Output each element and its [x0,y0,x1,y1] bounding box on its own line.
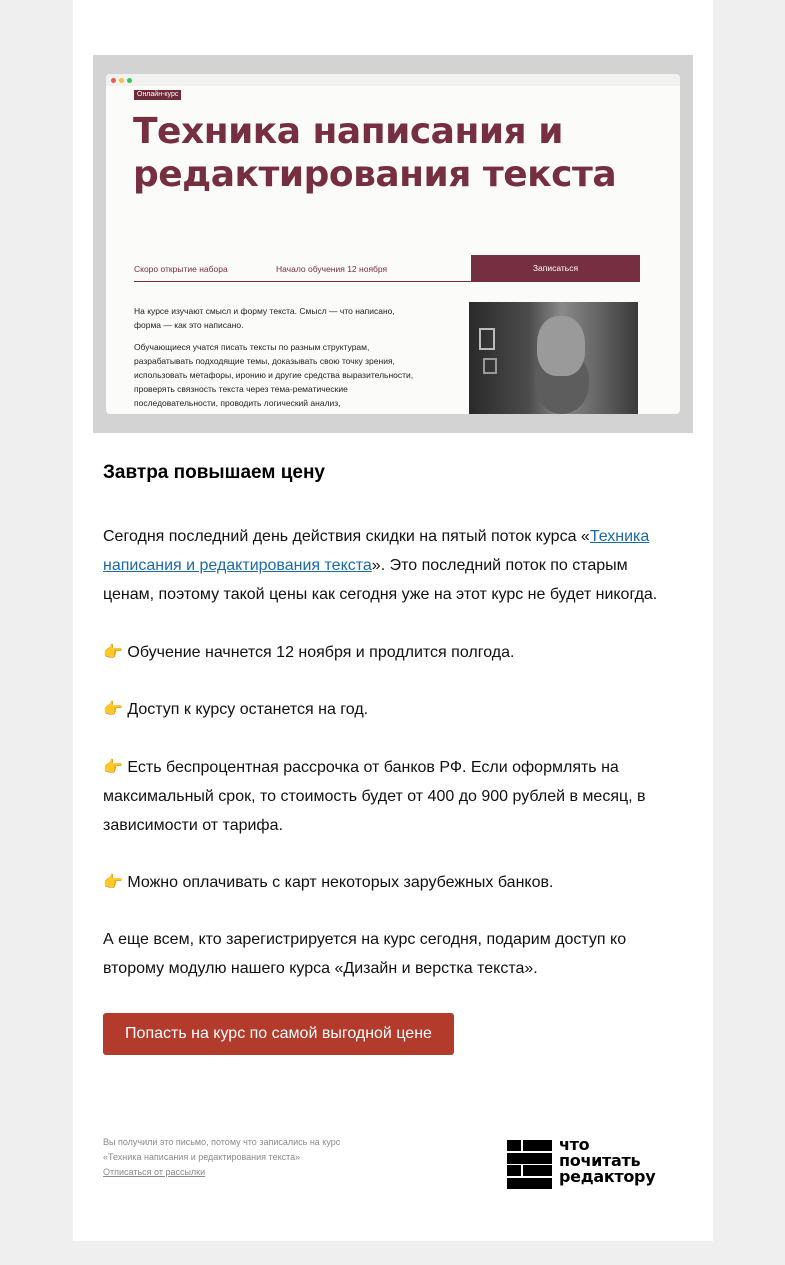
bullet-text: Доступ к курсу останется на год. [127,701,369,718]
divider [134,281,471,282]
logo-word: почитать [559,1151,641,1170]
close-dot-icon [111,78,116,83]
enrollment-status: Скоро открытие набора [134,264,228,274]
course-title: Техника написания и редактирования текста [133,111,617,195]
enroll-button: Записаться [471,255,640,282]
bullet-item [103,637,678,667]
maximize-dot-icon [127,78,132,83]
logo-word: что [559,1135,590,1154]
course-link[interactable]: Техника написания и редактирования текста [103,528,650,574]
start-date: Начало обучения 12 ноября [276,264,388,274]
pointing-hand-icon: 👉 [103,699,123,718]
email-headline: Завтра повышаем цену [103,462,325,483]
logo-wordmark [559,1137,655,1185]
browser-window-mockup [106,74,680,414]
email-card [73,0,713,1241]
brand-logo[interactable] [507,1135,687,1191]
instructor-head [537,316,585,376]
wall-frame [483,358,497,374]
bullet-item [103,867,678,897]
bullet-text: Есть беспроцентная рассрочка от банков РФ. Если оформлять на максимальный срок, то стоимость будет от 400 до 900 рублей в месяц, в зависимости от тарифа. [103,759,646,834]
gift-paragraph: А еще всем, кто зарегистрируется на курс сегодня, подарим доступ ко второму модулю нашего курса «Дизайн и верстка текста». [103,931,627,977]
intro-text: Сегодня последний день действия скидки на пятый поток курса « [103,528,590,545]
course-status-bar [134,255,640,282]
unsubscribe-link[interactable]: Отписаться от рассылки [103,1167,206,1177]
intro-text-end: ». Это последний поток по старым ценам, поэтому такой цены как сегодня уже на этот курс не будет никогда. [103,557,658,603]
pointing-hand-icon: 👉 [103,757,123,776]
description-paragraph: Обучающиеся учатся писать тексты по разным структурам, разрабатывать подходящие темы, доказывать свою точку зрения, использовать метафоры, иронию и другие средства выразительности, проверять связность текста через тема-рематические последовательности, проводить логический анализ, [134,342,414,408]
minimize-dot-icon [119,78,124,83]
instructor-photo [469,302,638,414]
course-description [134,304,424,414]
bullet-text: Обучение начнется 12 ноября и продлится полгода. [127,644,515,661]
footer-note [103,1135,413,1180]
buy-course-button[interactable]: Попасть на курс по самой выгодной цене [103,1013,454,1055]
description-paragraph: На курсе изучают смысл и форму текста. Смысл — что написано, форма — как это написано. [134,306,395,330]
pointing-hand-icon: 👉 [103,642,123,661]
bullet-text: Можно оплачивать с карт некоторых зарубежных банков. [127,874,554,891]
browser-titlebar [106,74,680,86]
bullet-item [103,694,678,724]
pointing-hand-icon: 👉 [103,872,123,891]
course-badge: Онлайн-курс [134,90,181,100]
logo-word: редактору [559,1167,656,1186]
footer-reason: Вы получили это письмо, потому что записались на курс [103,1137,341,1147]
bullet-item [103,752,678,840]
footer-course: «Техника написания и редактирования текста» [103,1152,301,1162]
course-preview-image[interactable] [93,55,693,433]
logo-bars-icon [507,1140,552,1190]
wall-frame [479,328,495,350]
intro-paragraph [103,522,678,609]
